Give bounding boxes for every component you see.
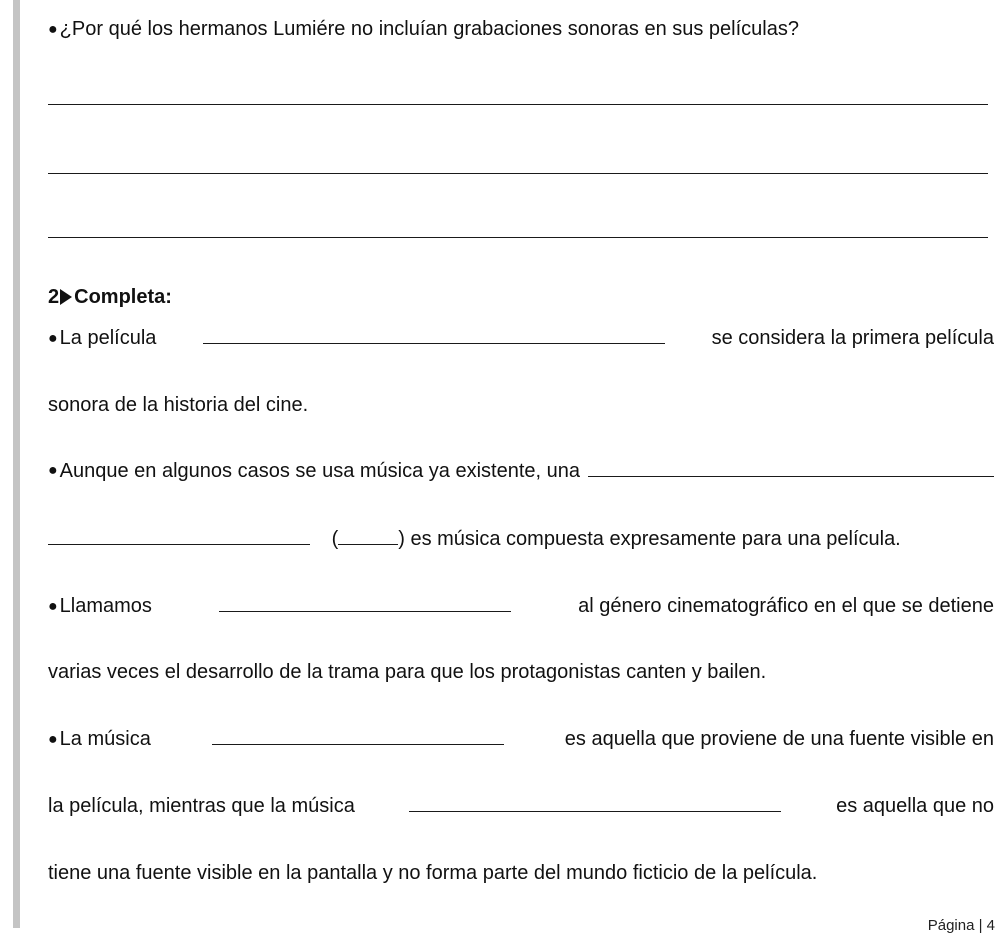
answer-line-3[interactable] — [48, 237, 988, 238]
item-2-line-1 — [48, 458, 994, 484]
item-1-before: La película — [59, 327, 157, 349]
page-margin-bar — [13, 0, 20, 928]
bullet: ● — [48, 21, 58, 38]
item-2-line-2 — [48, 526, 901, 552]
answer-line-1[interactable] — [48, 104, 988, 105]
page-number: Página | 4 — [927, 917, 995, 934]
item-3-line-1 — [48, 593, 994, 620]
item-3-before: Llamamos — [59, 595, 152, 617]
section-heading — [48, 284, 172, 310]
question-text: ¿Por qué los hermanos Lumiére no incluían grabaciones sonoras en sus películas? — [59, 18, 799, 40]
item-1-line-1 — [48, 325, 994, 352]
item-4-line-1 — [48, 726, 994, 753]
question-line — [48, 16, 799, 43]
blank-1[interactable] — [203, 325, 665, 344]
item-4-cont-after: es aquella que no — [836, 795, 994, 817]
bullet: ● — [48, 731, 58, 748]
bullet: ● — [48, 330, 58, 347]
section-number: 2 — [48, 286, 60, 308]
item-4-line-3: tiene una fuente visible en la pantalla y no forma parte del mundo ficticio de la película. — [48, 862, 818, 884]
blank-2a[interactable] — [588, 458, 994, 477]
blank-2b[interactable] — [48, 526, 310, 545]
blank-3[interactable] — [219, 593, 511, 612]
bullet: ● — [48, 462, 58, 479]
blank-2c[interactable] — [338, 526, 398, 545]
bullet: ● — [48, 598, 58, 615]
play-triangle-icon — [60, 289, 72, 305]
item-4-before: La música — [59, 728, 151, 750]
item-4-line-2 — [48, 793, 994, 819]
answer-line-2[interactable] — [48, 173, 988, 174]
item-4-cont-before: la película, mientras que la música — [48, 795, 355, 817]
section-title: Completa: — [74, 286, 172, 308]
item-1-after: se considera la primera película — [711, 327, 994, 349]
item-3-after: al género cinematográfico en el que se detiene — [578, 595, 994, 617]
item-3-line-2: varias veces el desarrollo de la trama para que los protagonistas canten y bailen. — [48, 661, 767, 683]
item-2-before: Aunque en algunos casos se usa música ya existente, una — [59, 460, 581, 482]
paren-close: ) — [398, 528, 405, 550]
blank-4a[interactable] — [212, 726, 504, 745]
blank-4b[interactable] — [409, 793, 781, 812]
item-2-after: es música compuesta expresamente para una película. — [410, 528, 901, 550]
item-1-line-2: sonora de la historia del cine. — [48, 394, 309, 416]
item-4-after: es aquella que proviene de una fuente visible en — [564, 728, 994, 750]
paren-open: ( — [331, 528, 339, 550]
